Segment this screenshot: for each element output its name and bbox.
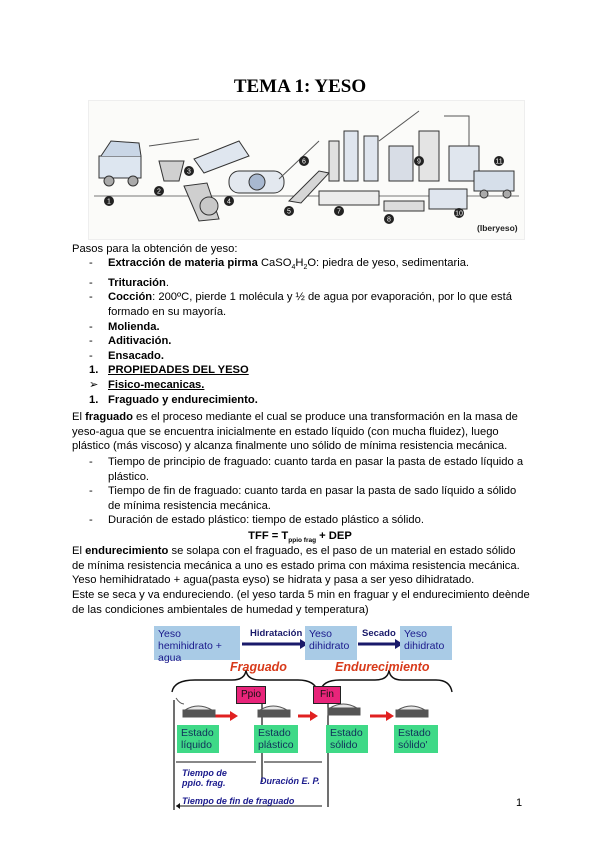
marker-ppio: Ppio xyxy=(236,686,266,704)
step-marker-6 xyxy=(299,156,309,166)
svg-text:3: 3 xyxy=(187,168,191,176)
box-estado-solido: Estado sólido xyxy=(326,725,368,753)
svg-text:7: 7 xyxy=(337,208,341,216)
label-secado: Secado xyxy=(362,628,396,639)
process-illustration xyxy=(88,100,525,240)
intro-text: Pasos para la obtención de yeso: xyxy=(72,243,238,255)
image-credit: (Iberyeso) xyxy=(477,223,518,233)
plant-drawing xyxy=(89,101,524,239)
box-estado-liquido: Estado líquido xyxy=(177,725,219,753)
svg-text:8: 8 xyxy=(387,216,391,224)
box-yeso-dihidrato-1: Yeso dihidrato xyxy=(305,626,357,660)
step-marker-2 xyxy=(154,186,164,196)
box-estado-plastico: Estado plástico xyxy=(254,725,298,753)
step-marker-7 xyxy=(334,206,344,216)
list-item: - Tiempo de fin de fraguado: cuanto tarda en pasar la pasta de sado líquido a sólido de mínima resistencia mecánica. xyxy=(108,484,528,513)
label-endurecimiento: Endurecimiento xyxy=(335,660,430,674)
list-item: - Cocción: 200ºC, pierde 1 molécula y ½ de agua por evaporación, por lo que está formado en su mayoría. xyxy=(108,290,538,319)
paragraph-hidratacion: Yeso hemihidratado + agua(pasta eyso) se hidrata y pasa a ser yeso dihidratado. xyxy=(72,574,475,586)
paragraph-endurecimiento: El endurecimiento se solapa con el fraguado, es el paso de un material en estado sólido de mínima resistencia mecánica a uno es estado prima con máxima resistencia mecánica. xyxy=(72,545,520,572)
page-number: 1 xyxy=(516,797,523,809)
box-yeso-hemihidrato: Yeso hemihidrato + agua xyxy=(154,626,240,660)
list-item: - Duración de estado plástico: tiempo de estado plástico a sólido. xyxy=(108,513,528,528)
svg-text:9: 9 xyxy=(417,158,421,166)
formula: TFF = $T_{ppio frag}$ + DEP xyxy=(248,530,352,545)
label-fraguado: Fraguado xyxy=(230,660,287,674)
setting-diagram xyxy=(150,622,460,812)
page-title: TEMA 1: YESO xyxy=(233,76,367,97)
svg-text:11: 11 xyxy=(495,158,503,166)
step-marker-11 xyxy=(494,156,504,166)
svg-text:5: 5 xyxy=(287,208,291,216)
subsection-heading: ➢ Fisico-mecanicas. xyxy=(89,378,205,391)
svg-text:10: 10 xyxy=(455,210,463,218)
label-hidratacion: Hidratación xyxy=(250,628,303,639)
step-marker-10 xyxy=(454,208,464,218)
list-item: - Ensacado. xyxy=(108,349,538,364)
svg-text:2: 2 xyxy=(157,188,161,196)
list-item: - Extracción de materia pirma $CaSO_4H_2O$: piedra de yeso, sedimentaria. xyxy=(108,256,538,276)
list-item: - Molienda. xyxy=(108,320,538,335)
list-item: - Trituración. xyxy=(108,276,538,291)
step-marker-4 xyxy=(224,196,234,206)
svg-text:4: 4 xyxy=(227,198,231,206)
list-item: - Tiempo de principio de fraguado: cuanto tarda en pasar la pasta de estado líquido a plástico. xyxy=(108,455,528,484)
section-heading: 1. PROPIEDADES DEL YESO xyxy=(89,364,249,377)
step-marker-9 xyxy=(414,156,424,166)
box-yeso-dihidrato-2: Yeso dihidrato xyxy=(400,626,452,660)
step-marker-5 xyxy=(284,206,294,216)
times-list xyxy=(108,455,528,528)
paragraph-secado: Este se seca y va endureciendo. (el yeso tarda 5 min en fraguar y el endurecimiento deènde de las condiciones ambientales de humedad y temperatura) xyxy=(72,589,530,616)
list-item: - Aditivación. xyxy=(108,334,538,349)
label-tiempo-ppio: Tiempo de ppio. frag. xyxy=(182,768,227,788)
steps-list xyxy=(89,256,538,407)
label-duracion: Duración E. P. xyxy=(260,776,320,786)
label-tiempo-fin: Tiempo de fin de fraguado xyxy=(182,796,295,806)
subsubsection-heading: 1. Fraguado y endurecimiento. xyxy=(89,393,258,406)
marker-fin: Fin xyxy=(313,686,341,704)
paragraph-fraguado: El fraguado es el proceso mediante el cual se produce una transformación en la masa de yeso-agua que se encuentra inicialmente en estado líquido (con mucha fluidez), luego plástico (más viscoso) y alcanza finalmente uno sólido de mínima resistencia mecánica. xyxy=(72,411,518,453)
step-marker-8 xyxy=(384,214,394,224)
step-marker-3 xyxy=(184,166,194,176)
svg-text:1: 1 xyxy=(107,198,111,206)
svg-text:6: 6 xyxy=(302,158,306,166)
step-marker-1 xyxy=(104,196,114,206)
box-estado-solido-2: Estado sólido' xyxy=(394,725,438,753)
